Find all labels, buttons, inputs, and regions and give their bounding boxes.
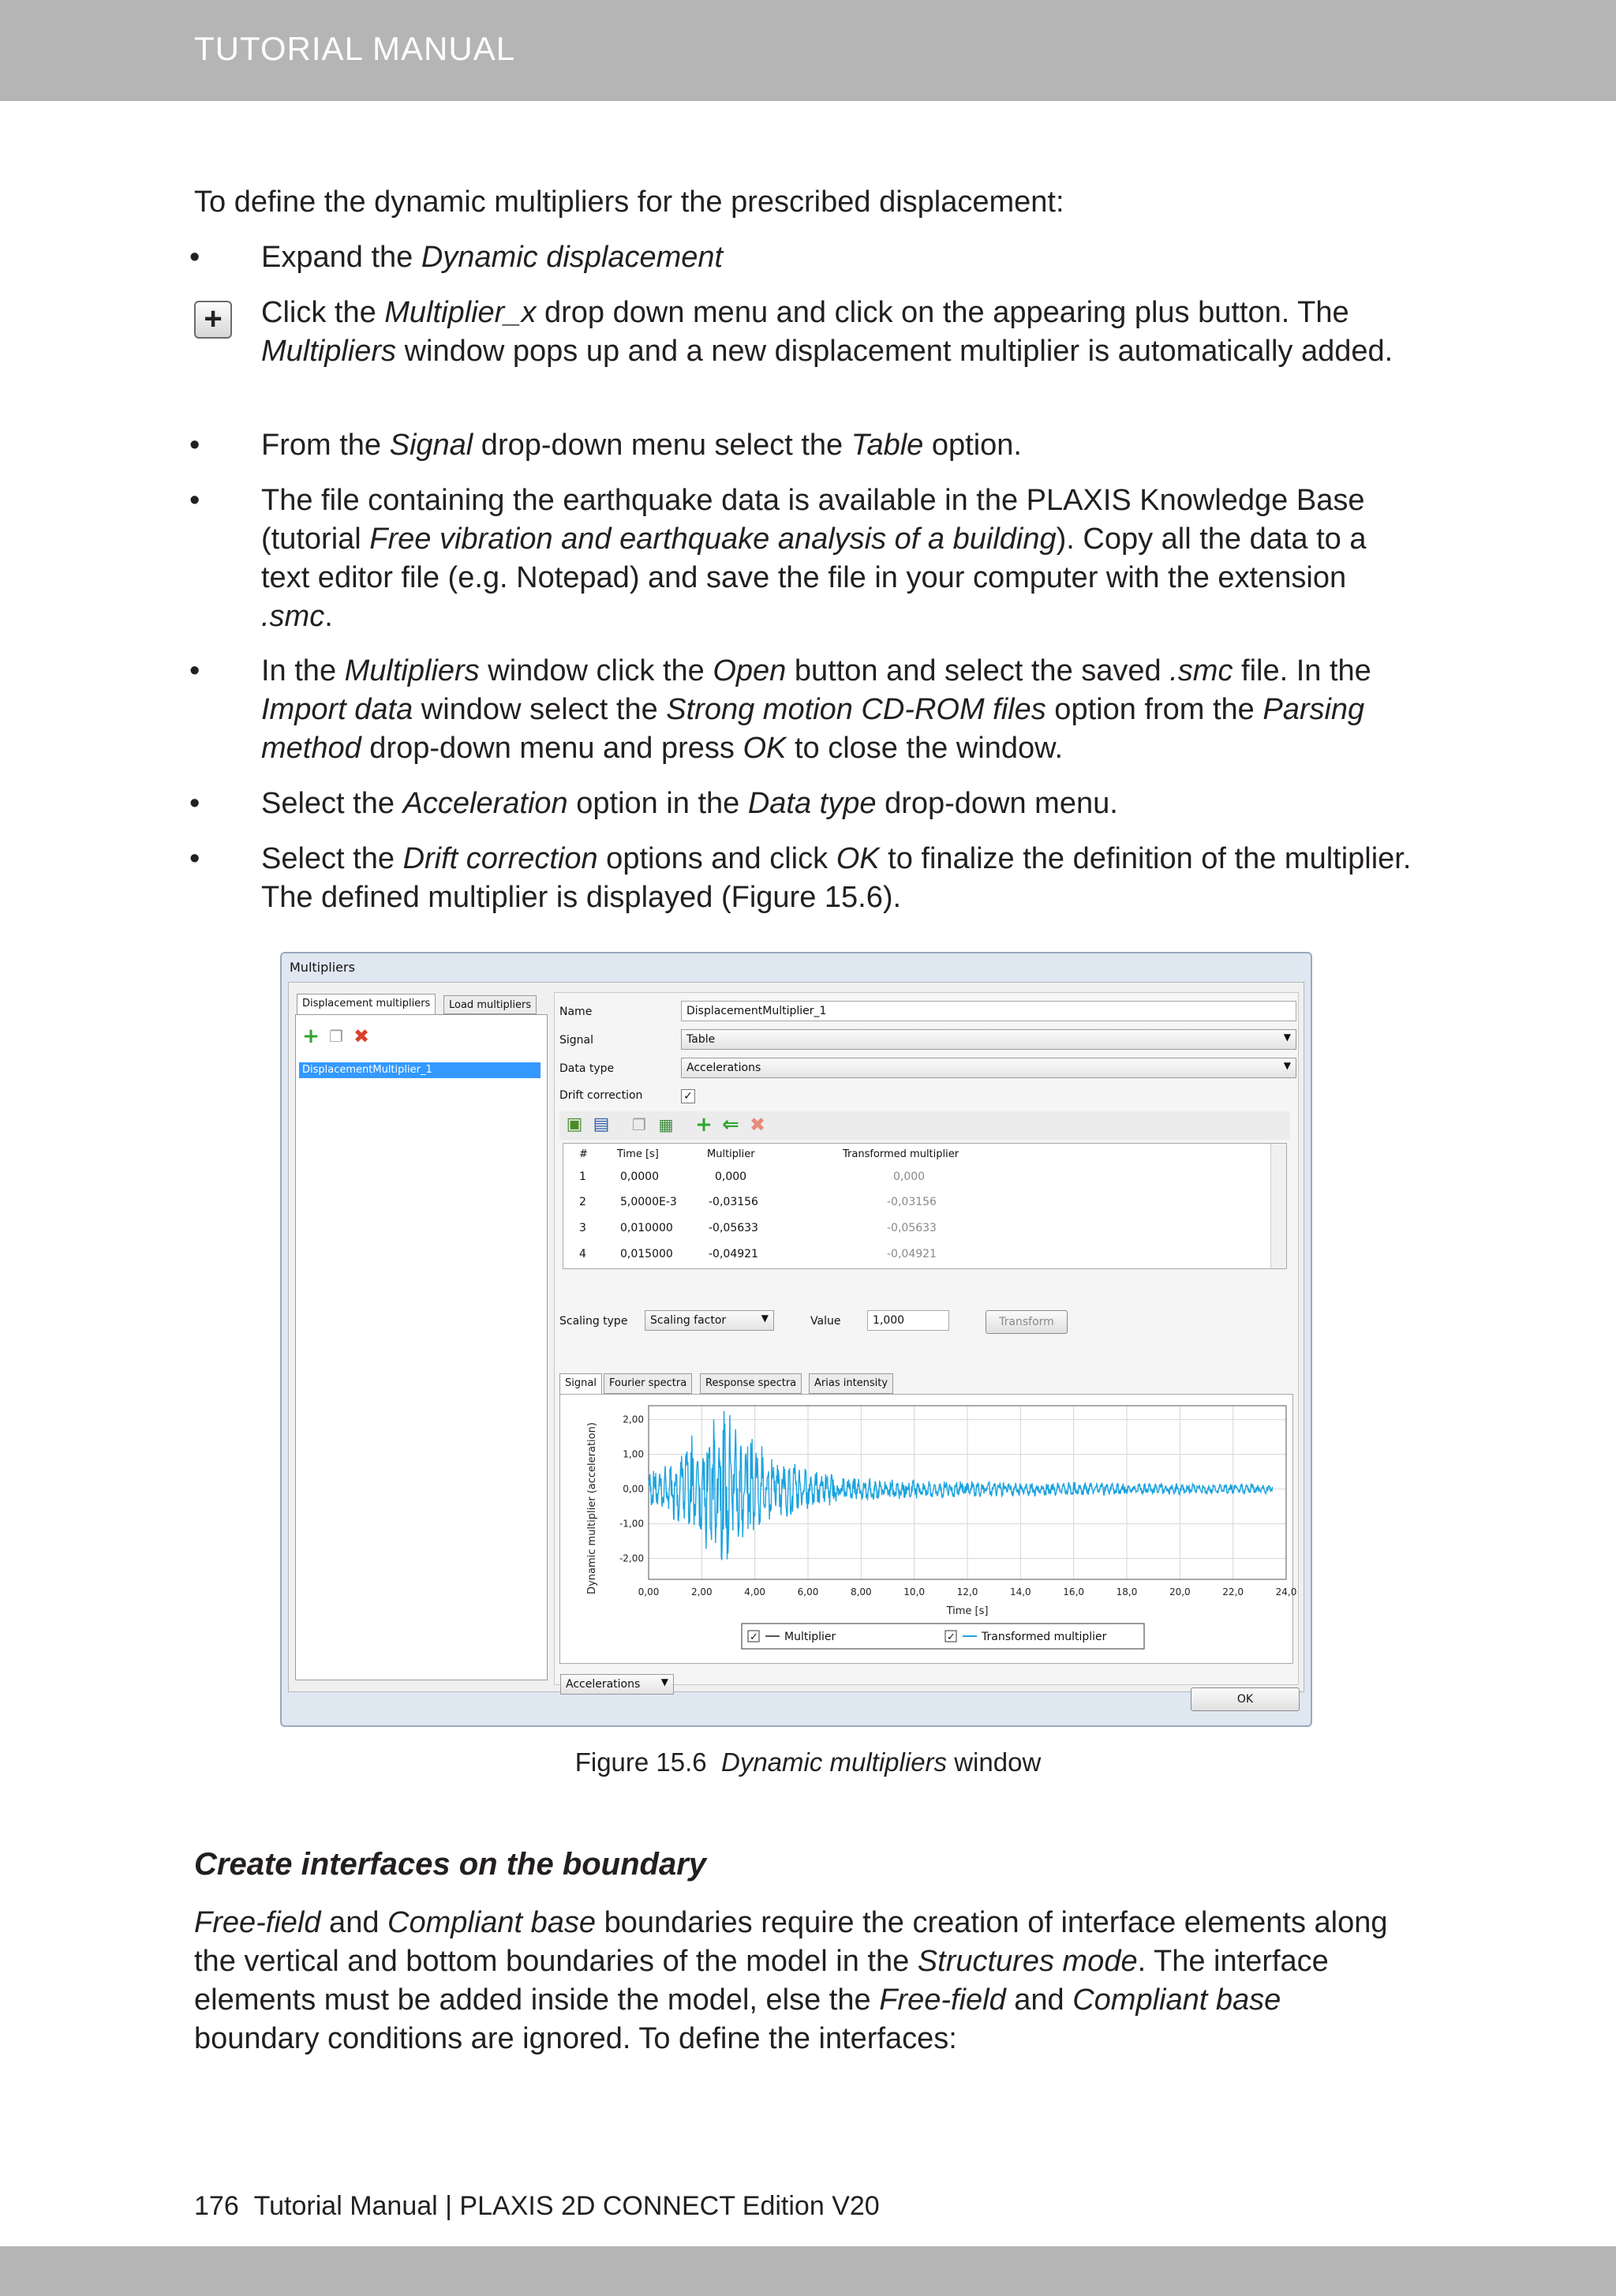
footer-text: Tutorial Manual | PLAXIS 2D CONNECT Edition V20: [253, 2191, 880, 2221]
copy-icon[interactable]: ❐: [329, 1027, 343, 1046]
step-6: Select the Acceleration option in the Data type drop-down menu.: [261, 787, 1118, 820]
y-axis-label: Dynamic multiplier (acceleration): [586, 1422, 598, 1594]
value-field[interactable]: 1,000: [867, 1310, 949, 1331]
y-tick-label: 2,00: [623, 1414, 644, 1425]
open-icon[interactable]: ▣: [566, 1114, 583, 1134]
step-3: From the Signal drop-down menu select the Table option.: [261, 429, 1022, 462]
legend-label: Transformed multiplier: [982, 1631, 1107, 1643]
column-header: Time [s]: [617, 1148, 659, 1160]
x-tick-label: 4,00: [744, 1586, 766, 1597]
column-header: Transformed multiplier: [843, 1148, 960, 1160]
x-tick-label: 20,0: [1169, 1586, 1191, 1597]
table-cell: -0,03156: [887, 1196, 937, 1208]
section-heading: Create interfaces on the boundary: [194, 1847, 707, 1882]
multiplier-list-panel: [295, 1014, 548, 1680]
table-toolbar: [559, 1111, 1290, 1140]
table-cell: 2: [579, 1196, 586, 1208]
footer: [194, 2191, 880, 2222]
bullet: •: [189, 787, 200, 820]
copy-icon[interactable]: ❐: [632, 1115, 646, 1134]
chevron-down-icon: ▼: [1283, 1060, 1291, 1071]
legend-check-mark: ✓: [947, 1631, 956, 1643]
x-tick-label: 14,0: [1009, 1586, 1031, 1597]
multipliers-window: [280, 952, 1312, 1727]
figure-suffix: window: [947, 1747, 1042, 1777]
table-cell[interactable]: 0,015000: [620, 1248, 673, 1260]
column-header: #: [579, 1148, 588, 1160]
step-5: In the Multipliers window click the Open button and select the saved .smc file. In the Import data window select the Strong motion CD-ROM files option from the Parsing method drop-down menu and press OK to close the window.: [261, 654, 1371, 765]
table-cell[interactable]: -0,05633: [709, 1222, 758, 1234]
table-cell[interactable]: -0,03156: [709, 1196, 758, 1208]
window-body: [288, 982, 1304, 1692]
multiplier-table: [563, 1143, 1287, 1269]
chevron-down-icon: ▼: [660, 1676, 668, 1687]
bottom-data-value: Accelerations: [566, 1678, 641, 1691]
bullet: •: [189, 654, 200, 687]
paste-icon[interactable]: ▦: [658, 1115, 674, 1134]
header-title: TUTORIAL MANUAL: [194, 30, 516, 67]
delete-row-icon[interactable]: ✖: [749, 1114, 766, 1136]
bullet: •: [189, 842, 200, 875]
table-cell: 3: [579, 1222, 586, 1234]
insert-row-icon[interactable]: ⇐: [722, 1113, 739, 1137]
x-tick-label: 16,0: [1063, 1586, 1085, 1597]
x-tick-label: 2,00: [690, 1586, 713, 1597]
bullet: •: [189, 429, 200, 462]
list-item-displacement-multiplier[interactable]: DisplacementMultiplier_1: [299, 1062, 541, 1078]
tab-fourier-spectra[interactable]: Fourier spectra: [604, 1373, 692, 1394]
signal-select[interactable]: [681, 1029, 1296, 1050]
x-tick-label: 18,0: [1116, 1586, 1138, 1597]
scaling-type-label: Scaling type: [559, 1315, 628, 1328]
y-tick-label: 0,00: [623, 1483, 644, 1495]
name-label: Name: [559, 1006, 593, 1018]
window-title: Multipliers: [290, 960, 355, 975]
drift-correction-checkbox[interactable]: ✓: [681, 1089, 695, 1103]
tab-arias-intensity[interactable]: Arias intensity: [809, 1373, 893, 1394]
table-scrollbar[interactable]: [1270, 1144, 1286, 1268]
step-7: Select the Drift correction options and click OK to finalize the definition of the multiplier. The defined multiplier is displayed (Figure 15.6).: [261, 842, 1412, 914]
tab-load-multipliers[interactable]: Load multipliers: [443, 995, 537, 1014]
x-tick-label: 10,0: [903, 1586, 926, 1597]
tab-signal[interactable]: Signal: [559, 1373, 602, 1394]
legend-label: Multiplier: [784, 1631, 836, 1643]
chevron-down-icon: ▼: [1283, 1032, 1291, 1043]
table-cell[interactable]: 0,010000: [620, 1222, 673, 1234]
signal-chart: [560, 1395, 1297, 1663]
figure-caption: [0, 1747, 1616, 1777]
name-field[interactable]: DisplacementMultiplier_1: [681, 1001, 1296, 1021]
table-cell[interactable]: 0,000: [715, 1170, 747, 1183]
x-tick-label: 0,00: [638, 1586, 660, 1597]
plus-icon: +: [194, 301, 232, 339]
scaling-type-value: Scaling factor: [650, 1314, 727, 1327]
data-type-select[interactable]: [681, 1058, 1296, 1078]
table-cell[interactable]: -0,04921: [709, 1248, 758, 1260]
multiplier-properties-panel: [554, 992, 1299, 1685]
table-cell: -0,04921: [887, 1248, 937, 1260]
add-row-icon[interactable]: +: [695, 1113, 713, 1137]
chevron-down-icon: ▼: [761, 1313, 769, 1324]
section-paragraph: Free-field and Compliant base boundaries require the creation of interface elements along the vertical and bottom boundaries of the model in the Structures mode. The interface elements must be added inside the model, else the Free-field and Compliant base boundary conditions are ignored. To define the interfaces:: [194, 1906, 1388, 2055]
footer-bar: [0, 2246, 1616, 2296]
tab-response-spectra[interactable]: Response spectra: [700, 1373, 802, 1394]
ok-button[interactable]: OK: [1191, 1687, 1300, 1711]
step-2: Click the Multiplier_x drop down menu and click on the appearing plus button. The Multipliers window pops up and a new displacement multiplier is automatically added.: [261, 296, 1393, 368]
legend-check-mark: ✓: [750, 1631, 758, 1643]
table-cell[interactable]: 5,0000E-3: [620, 1196, 677, 1208]
value-label: Value: [810, 1315, 841, 1328]
signal-series-line: [649, 1411, 1273, 1560]
y-tick-label: 1,00: [623, 1448, 644, 1460]
y-tick-label: -2,00: [619, 1553, 644, 1564]
x-axis-label: Time [s]: [946, 1605, 989, 1617]
x-tick-label: 12,0: [956, 1586, 978, 1597]
add-icon[interactable]: +: [302, 1024, 320, 1048]
y-tick-label: -1,00: [619, 1518, 644, 1530]
x-tick-label: 24,0: [1275, 1586, 1297, 1597]
x-tick-label: 6,00: [797, 1586, 819, 1597]
signal-chart-area: [559, 1394, 1297, 1664]
data-type-label: Data type: [559, 1062, 615, 1075]
transform-button[interactable]: Transform: [986, 1310, 1068, 1334]
intro-text: To define the dynamic multipliers for the prescribed displacement:: [194, 185, 1064, 219]
signal-value: Table: [686, 1033, 716, 1046]
table-cell: 0,000: [893, 1170, 926, 1183]
table-cell: 1: [579, 1170, 586, 1183]
tab-displacement-multipliers[interactable]: Displacement multipliers: [297, 994, 436, 1014]
page-number: 176: [194, 2191, 239, 2221]
save-icon[interactable]: ▤: [593, 1114, 610, 1134]
bullet: •: [189, 241, 200, 274]
signal-label: Signal: [559, 1034, 594, 1047]
table-cell[interactable]: 0,0000: [620, 1170, 659, 1183]
step-4: The file containing the earthquake data is available in the PLAXIS Knowledge Base (tutorial Free vibration and earthquake analysis of a building). Copy all the data to a text editor file (e.g. Notepad) and save the file in your computer with the extension .smc.: [261, 484, 1367, 633]
figure-title: Dynamic multipliers: [720, 1747, 948, 1777]
table-cell: -0,05633: [887, 1222, 937, 1234]
drift-correction-label: Drift correction: [559, 1089, 643, 1102]
step-1: Expand the Dynamic displacement: [261, 241, 724, 274]
x-tick-label: 22,0: [1222, 1586, 1244, 1597]
x-tick-label: 8,00: [850, 1586, 872, 1597]
bullet: •: [189, 484, 200, 517]
scaling-type-select[interactable]: [645, 1310, 774, 1331]
figure-number: Figure 15.6: [574, 1747, 707, 1777]
table-cell: 4: [579, 1248, 586, 1260]
data-type-value: Accelerations: [686, 1062, 761, 1074]
delete-icon[interactable]: ✖: [353, 1025, 370, 1047]
column-header: Multiplier: [707, 1148, 755, 1160]
bottom-data-select[interactable]: [560, 1674, 674, 1695]
